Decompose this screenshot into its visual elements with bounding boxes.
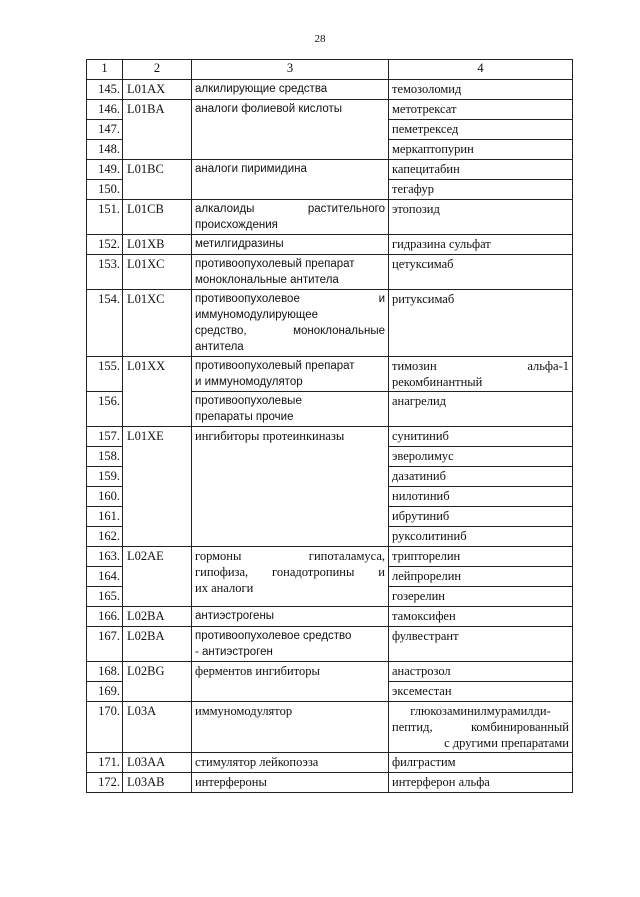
- drug-name: анастрозол: [389, 662, 573, 682]
- table-row: [87, 627, 573, 662]
- drug-name: дазатиниб: [389, 467, 573, 487]
- drug-name: [389, 357, 573, 392]
- row-number: 146.: [87, 100, 123, 120]
- atc-code: L01AX: [123, 80, 192, 100]
- atc-code: L01BA: [123, 100, 192, 160]
- drug-name: тамоксифен: [389, 607, 573, 627]
- drug-name: темозоломид: [389, 80, 573, 100]
- row-number: 147.: [87, 120, 123, 140]
- drug-name: филграстим: [389, 753, 573, 773]
- atc-code: L01XC: [123, 290, 192, 357]
- row-number: 169.: [87, 682, 123, 702]
- table-row: [87, 753, 573, 773]
- drug-name: [389, 702, 573, 753]
- atc-code: L01XE: [123, 427, 192, 547]
- table-row: [87, 160, 573, 180]
- table-row: [87, 702, 573, 753]
- row-number: 151.: [87, 200, 123, 235]
- drug-group: [192, 547, 389, 607]
- drug-name-line: глюкозаминилмурамилди-: [410, 704, 551, 718]
- row-number: 164.: [87, 567, 123, 587]
- table-row: [87, 290, 573, 357]
- drug-name: интерферон альфа: [389, 773, 573, 793]
- atc-code: L03A: [123, 702, 192, 753]
- drug-group: антиэстрогены: [192, 607, 389, 627]
- drug-group: [192, 290, 389, 357]
- drug-group-line: и иммуномодулятор: [195, 376, 303, 388]
- table-row: [87, 607, 573, 627]
- drug-group-line: противоопухолевый препарат: [195, 258, 355, 270]
- row-number: 172.: [87, 773, 123, 793]
- drug-group: [192, 200, 389, 235]
- drug-group-line: препараты прочие: [195, 411, 294, 423]
- row-number: 160.: [87, 487, 123, 507]
- row-number: 149.: [87, 160, 123, 180]
- drug-name: ибрутиниб: [389, 507, 573, 527]
- atc-code: L02AE: [123, 547, 192, 607]
- row-number: 148.: [87, 140, 123, 160]
- drug-group-line: алкалоиды растительного: [195, 203, 385, 215]
- drug-group-line: происхождения: [195, 219, 278, 231]
- atc-code: L02BA: [123, 607, 192, 627]
- drug-name: этопозид: [389, 200, 573, 235]
- column-header: 1: [87, 60, 123, 80]
- drug-name: пеметрексед: [389, 120, 573, 140]
- row-number: 171.: [87, 753, 123, 773]
- drug-group-line: гипофиза, гонадотропины и: [195, 565, 385, 579]
- drug-group: иммуномодулятор: [192, 702, 389, 753]
- drug-name: нилотиниб: [389, 487, 573, 507]
- drug-table: [86, 59, 573, 793]
- drug-group: аналоги пиримидина: [192, 160, 389, 200]
- drug-name: меркаптопурин: [389, 140, 573, 160]
- table-row: [87, 200, 573, 235]
- column-header: 3: [192, 60, 389, 80]
- drug-name: гидразина сульфат: [389, 235, 573, 255]
- row-number: 170.: [87, 702, 123, 753]
- drug-name-line: тимозин альфа-1: [392, 359, 569, 373]
- drug-name: тегафур: [389, 180, 573, 200]
- drug-name: эксеместан: [389, 682, 573, 702]
- table-row: [87, 357, 573, 392]
- table-row: [87, 235, 573, 255]
- drug-name: лейпрорелин: [389, 567, 573, 587]
- table-row: [87, 662, 573, 682]
- row-number: 162.: [87, 527, 123, 547]
- row-number: 152.: [87, 235, 123, 255]
- drug-group: стимулятор лейкопоэза: [192, 753, 389, 773]
- row-number: 163.: [87, 547, 123, 567]
- drug-group: [192, 627, 389, 662]
- row-number: 168.: [87, 662, 123, 682]
- row-number: 165.: [87, 587, 123, 607]
- drug-name: метотрексат: [389, 100, 573, 120]
- drug-group: аналоги фолиевой кислоты: [192, 100, 389, 160]
- drug-group-line: моноклональные антитела: [195, 274, 339, 286]
- drug-group-line: противоопухолевое и: [195, 293, 385, 305]
- drug-group-line: противоопухолевые: [195, 395, 302, 407]
- atc-code: L01BC: [123, 160, 192, 200]
- row-number: 157.: [87, 427, 123, 447]
- drug-name: цетуксимаб: [389, 255, 573, 290]
- table-row: [87, 255, 573, 290]
- drug-name-line: пептид, комбинированный: [392, 720, 569, 734]
- drug-group-line: иммуномодулирующее: [195, 309, 319, 321]
- page-number: 28: [314, 33, 326, 45]
- table-row: [87, 427, 573, 447]
- row-number: 156.: [87, 392, 123, 427]
- row-number: 155.: [87, 357, 123, 392]
- atc-code: L01XB: [123, 235, 192, 255]
- table-row: [87, 80, 573, 100]
- row-number: 145.: [87, 80, 123, 100]
- drug-group: метилгидразины: [192, 235, 389, 255]
- drug-name: гозерелин: [389, 587, 573, 607]
- drug-group-line: их аналоги: [195, 581, 254, 595]
- drug-group-line: противоопухолевое средство: [195, 630, 352, 642]
- drug-group-line: гормоны гипоталамуса,: [195, 549, 385, 563]
- atc-code: L01XX: [123, 357, 192, 427]
- drug-group: [192, 255, 389, 290]
- drug-name: анагрелид: [389, 392, 573, 427]
- atc-code: L02BA: [123, 627, 192, 662]
- table-row: [87, 547, 573, 567]
- drug-name: фулвестрант: [389, 627, 573, 662]
- table-row: [87, 773, 573, 793]
- drug-group: ингибиторы протеинкиназы: [192, 427, 389, 547]
- drug-group-line: - антиэстроген: [195, 646, 273, 658]
- atc-code: L03AA: [123, 753, 192, 773]
- drug-name: капецитабин: [389, 160, 573, 180]
- row-number: 167.: [87, 627, 123, 662]
- drug-group-line: антитела: [195, 341, 244, 353]
- drug-name: руксолитиниб: [389, 527, 573, 547]
- atc-code: L03AB: [123, 773, 192, 793]
- atc-code: L01CB: [123, 200, 192, 235]
- column-header: 2: [123, 60, 192, 80]
- drug-group: [192, 357, 389, 392]
- atc-code: L02BG: [123, 662, 192, 702]
- row-number: 158.: [87, 447, 123, 467]
- row-number: 159.: [87, 467, 123, 487]
- drug-group-line: противоопухолевый препарат: [195, 360, 355, 372]
- row-number: 166.: [87, 607, 123, 627]
- row-number: 150.: [87, 180, 123, 200]
- drug-name: трипторелин: [389, 547, 573, 567]
- row-number: 153.: [87, 255, 123, 290]
- drug-group: алкилирующие средства: [192, 80, 389, 100]
- row-number: 161.: [87, 507, 123, 527]
- drug-name-line: с другими препаратами: [444, 736, 569, 750]
- drug-group: интерфероны: [192, 773, 389, 793]
- table-row: [87, 100, 573, 120]
- drug-group-line: средство, моноклональные: [195, 325, 385, 337]
- table-header-row: [87, 60, 573, 80]
- drug-name: эверолимус: [389, 447, 573, 467]
- atc-code: L01XC: [123, 255, 192, 290]
- drug-name-line: рекомбинантный: [392, 375, 483, 389]
- drug-name: ритуксимаб: [389, 290, 573, 357]
- drug-group: ферментов ингибиторы: [192, 662, 389, 702]
- drug-name: сунитиниб: [389, 427, 573, 447]
- column-header: 4: [389, 60, 573, 80]
- drug-group: [192, 392, 389, 427]
- row-number: 154.: [87, 290, 123, 357]
